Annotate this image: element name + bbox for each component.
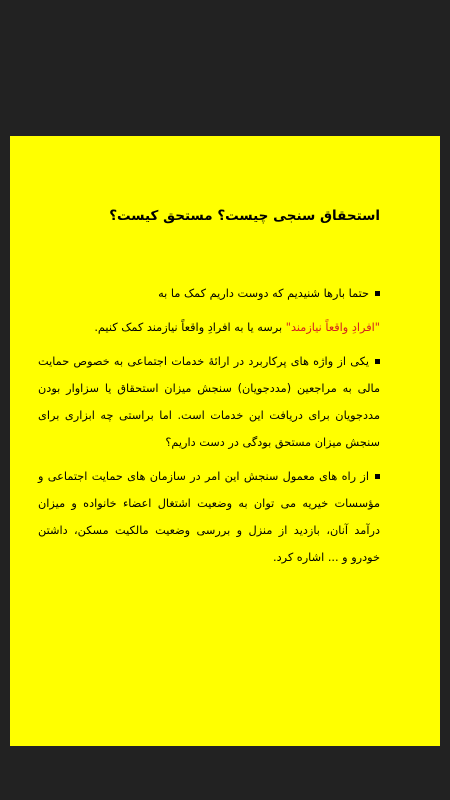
bullet-paragraph-1 [38,280,380,307]
square-bullet-icon [375,291,380,296]
bullet-paragraph-3 [38,463,380,571]
bullet-1-continuation [38,314,380,341]
bullet-1-text: حتما بارها شنیدیم که دوست داریم کمک ما به [158,287,369,300]
bullet-paragraph-2 [38,348,380,456]
slide-title: استحقاق سنجی چیست؟ مستحق کیست؟ [109,208,380,224]
bullet-1-text-after: برسه یا به افرادِ واقعاً نیازمند کمک کنیم. [94,321,286,334]
slide-content [38,208,380,578]
bullet-3-text: از راه های معمول سنجش این امر در سازمان های حمایت اجتماعی و مؤسسات خیریه می توان به وضعیت اشتغال اعضاء خانواده و میزان درآمد آنان، بازدید از منزل و بررسی وضعیت مالکیت مسکن، داشتن خودرو و ... اشاره کرد. [38,470,380,564]
slide [10,136,440,746]
square-bullet-icon [375,474,380,479]
bullet-2-text: یکی از واژه های پرکاربرد در ارائهٔ خدمات اجتماعی به خصوص حمایت مالی به مراجعین (مددجویان) سنجش میزان استحقاق یا سزاوار بودن مددجویان برای دریافت این خدمات است. اما براستی چه ابزاری برای سنجش میزان مستحق بودگی در دست داریم؟ [38,355,380,449]
square-bullet-icon [375,359,380,364]
highlighted-phrase: "افرادِ واقعاً نیازمند" [285,321,380,334]
